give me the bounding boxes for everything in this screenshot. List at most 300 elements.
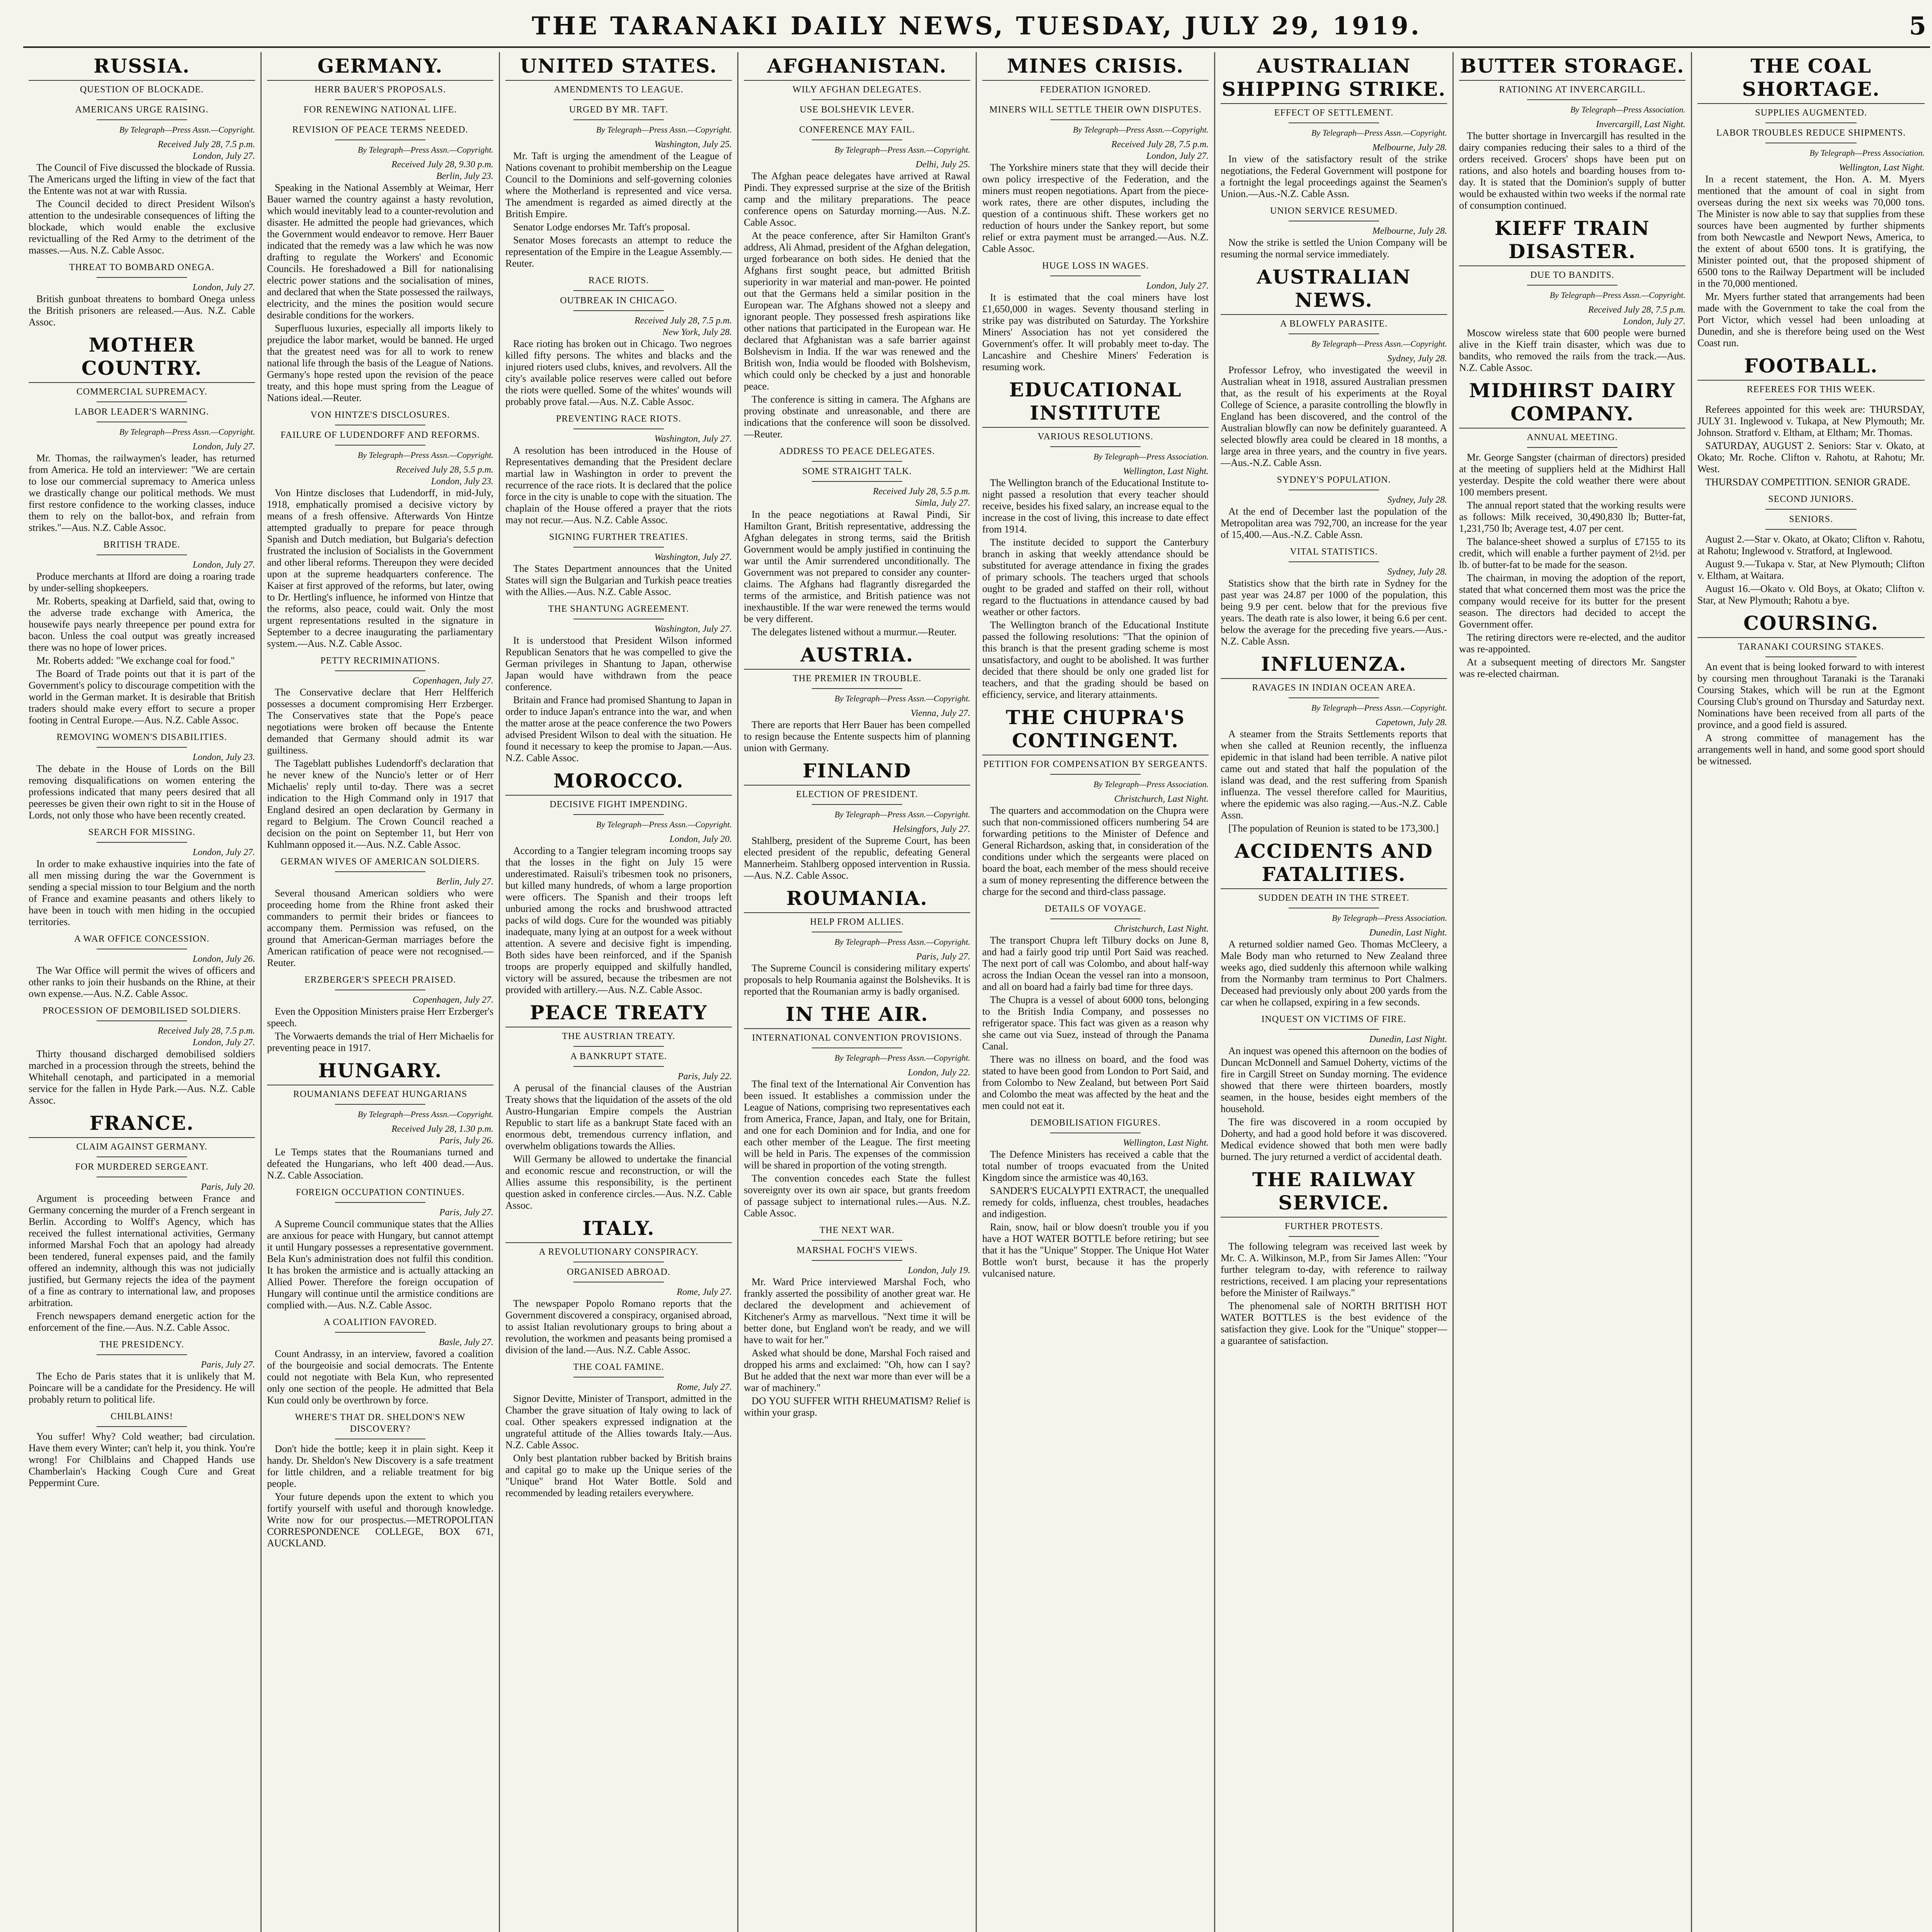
article-paragraph: According to a Tangier telegram incoming troops say that the losses in the fight on July 15 were underestimated. Raisuli's tribesmen took no prisoners, but killed many hundreds, of whom a large proportion were officers. The Spanish and their troops left unburied among the rocks and brushwood attracted packs of wild dogs. Cure for the wounded was pitiably inadequate, many lying at an outpost for a week without attention. A severe and decisive fight is impending. Both sides have been reinforced, and if the Spanish troops are properly equipped and skilfully handled, victory will be assured, because the tribesmen are not provided with artillery.—Aus. N.Z. Cable Assoc. xyxy=(505,845,732,995)
article xyxy=(982,54,1209,255)
article-headline: THE RAILWAY SERVICE. xyxy=(1221,1168,1447,1218)
article-paragraph: The phenomenal sale of NORTH BRITISH HOT WATER BOTTLES is the best evidence of the satisfaction they give. Look for the "Unique" stopper—a guarantee of satisfaction. xyxy=(1221,1300,1447,1346)
article-dateline: Melbourne, July 28. xyxy=(1372,226,1447,236)
article-paragraph: The Vorwaerts demands the trial of Herr Michaelis for preventing peace in 1917. xyxy=(267,1031,493,1053)
article-paragraph: At the peace conference, after Sir Hamilton Grant's address, Ali Ahmad, president of the Afghan delegation, urged forbearance on both sides. He denied that the Afghans first sought peace, but admitted British superiority in war material and man-power. He pointed out that the Germans held a similar position in the European war. The Afghans showed not a sleepy and ignorant people. They possessed fresh aspirations like other nations that participated in the European war. He declared that Afghanistan was a safe barrier against Bolshevism in India. If the war was renewed and the British won, India would be flooded with Bolshevism, which could only be checked by a just and honorable peace. xyxy=(744,230,970,392)
article xyxy=(744,1225,970,1418)
article-dateline: Christchurch, Last Night. xyxy=(1114,924,1209,934)
article-subhead: RACE RIOTS. xyxy=(588,276,649,286)
article-subhead: SIGNING FURTHER TREATIES. xyxy=(549,532,688,542)
article-subhead: AMENDMENTS TO LEAGUE. xyxy=(554,85,684,95)
article xyxy=(29,827,255,928)
article-subhead: URGED BY MR. TAFT. xyxy=(569,105,668,115)
article-credit: By Telegraph—Press Assn.—Copyright. xyxy=(357,1109,493,1119)
article-subhead: ELECTION OF PRESIDENT. xyxy=(796,789,918,799)
article-subhead: THE COAL FAMINE. xyxy=(573,1362,664,1372)
divider-rule xyxy=(1050,918,1141,919)
article-paragraph: The annual report stated that the working results were as follows: Milk received, 30,490,830 lb; Butter-fat, 1,231,750 lb; Average test, 4.07 per cent. xyxy=(1459,500,1685,534)
divider-rule xyxy=(335,139,425,140)
divider-rule xyxy=(812,119,902,120)
divider-rule xyxy=(573,814,664,815)
column-1 xyxy=(23,52,262,1932)
article-paragraph: Britain and France had promised Shantung to Japan in order to induce Japan's entrance into the war, and when the matter arose at the peace conference the two Powers advised President Wilson to deal with the situation. He found it necessary to keep the promise to Japan.—Aus. N.Z. Cable Assoc. xyxy=(505,694,732,764)
article-paragraph: The Board of Trade points out that it is part of the Government's policy to discourage competition with the world in the German market. It is desirable that British traders should make every effort to secure a proper footing in Central Europe.—Aus. N.Z. Cable Assoc. xyxy=(29,668,255,726)
article-paragraph: Rain, snow, hail or blow doesn't trouble you if you have a HOT WATER BOTTLE before retiring; but see that it has the "Unique" Stopper. The Unique Hot Water Bottle won't burst, because it has the properly vulcanised nature. xyxy=(982,1221,1209,1279)
article xyxy=(744,1003,970,1219)
article-subhead: FAILURE OF LUDENDORFF AND REFORMS. xyxy=(281,430,480,440)
article-paragraph: It is estimated that the coal miners have lost £1,650,000 in wages. Seventy thousand sterling in strike pay was distributed on Saturday. The Yorkshire Miners' Association has not yet considered the Government's offer. It will probably meet to-day. The Lancashire and Cheshire Miners' Federation is resuming work. xyxy=(982,292,1209,372)
article-subhead: RAVAGES IN INDIAN OCEAN AREA. xyxy=(1252,683,1416,693)
article xyxy=(267,655,493,850)
article-subhead: ERZBERGER'S SPEECH PRAISED. xyxy=(304,975,456,985)
article-dateline: Copenhagen, July 27. xyxy=(412,995,493,1005)
article-paragraph: Referees appointed for this week are: THURSDAY, JULY 31. Inglewood v. Tukapa, at New Plymouth; Mr. Johnson. Stratford v. Eltham, at Eltham; Mr. Thomas. xyxy=(1697,404,1925,438)
article-paragraph: The Tageblatt publishes Ludendorff's declaration that he never knew of the Nuncio's letter or of Herr Michaelis' reply until to-day. There was a secret indication to the High Command only in 1917 that England desired an open declaration by Germany in regard to Belgium. The Crown Council reached a decision on the point on September 11, but Herr von Kuhlmann opposed it.—Aus. N.Z. Cable Assoc. xyxy=(267,758,493,850)
article-subhead: THE SHANTUNG AGREEMENT. xyxy=(548,604,689,614)
article-credit: By Telegraph—Press Assn.—Copyright. xyxy=(1549,290,1685,300)
article-dateline: Received July 28, 1.30 p.m. xyxy=(391,1124,493,1134)
article-paragraph: Speaking in the National Assembly at Weimar, Herr Bauer warned the country against a hasty revolution, which would inevitably lead to a counter-revolution and disaster. He admitted the people had grievances, which the Government would endeavor to remove. Herr Bauer indicated that the remedy was a law which he was now drafting to regulate the Workers' and Economic Councils. He foreshadowed a Bill for nationalising electric power stations and the socialisation of mines, and declared that when the State possessed the railways, electricity, and the mines the position would secure desirable conditions for the workers. xyxy=(267,182,493,321)
divider-rule xyxy=(97,1020,187,1021)
article-subhead: SUDDEN DEATH IN THE STREET. xyxy=(1258,893,1410,903)
article-paragraph: A strong committee of management has the arrangements well in hand, and some good sport should be witnessed. xyxy=(1697,732,1925,767)
article xyxy=(29,54,255,256)
article-subhead: GERMAN WIVES OF AMERICAN SOLDIERS. xyxy=(281,857,480,867)
article-subhead: THE AUSTRIAN TREATY. xyxy=(562,1031,675,1041)
article-paragraph: August 2.—Star v. Okato, at Okato; Clifton v. Rahotu, at Rahotu; Inglewood v. Stratford, at Inglewood. xyxy=(1697,534,1925,556)
article-paragraph: A resolution has been introduced in the House of Representatives demanding that the President declare martial law in Washington in order to prevent the recurrence of the race riots. It is declared that the police force in the city is unable to cope with the situation. The chaplain of the House offered a prayer that the riots may not recur.—Aus. N.Z. Cable Assoc. xyxy=(505,445,732,526)
article-credit: By Telegraph—Press Assn.—Copyright. xyxy=(834,694,970,703)
article-headline: EDUCATIONAL INSTITUTE xyxy=(982,378,1209,428)
article-paragraph: [The population of Reunion is stated to be 173,300.] xyxy=(1228,823,1439,834)
article-credit: By Telegraph—Press Assn.—Copyright. xyxy=(596,125,732,134)
article-subhead: A COALITION FAVORED. xyxy=(323,1317,437,1327)
article xyxy=(267,1412,493,1549)
article-paragraph: The Afghan peace delegates have arrived at Rawal Pindi. They expressed surprise at the size of the British camp and the military preparations. The peace conference opens on Saturday morning.—Aus. N.Z. Cable Assoc. xyxy=(744,170,970,228)
article-dateline: Received July 28, 7.5 p.m. xyxy=(158,139,255,150)
article-subhead: FOR MURDERED SERGEANT. xyxy=(75,1162,209,1172)
article-paragraph: Asked what should be done, Marshal Foch raised and dropped his arms and exclaimed: "Oh, how can I say? But he added that the next war more than ever will be a war of machinery." xyxy=(744,1347,970,1393)
article-paragraph: Will Germany be allowed to undertake the financial and economic rescue and reconstruction, or will the Allies assume this responsibility, is the pertinent question asked in conference circles.—Aus. N.Z. Cable Assoc. xyxy=(505,1153,732,1211)
article xyxy=(505,531,732,598)
article-headline: ROUMANIA. xyxy=(744,887,970,913)
article xyxy=(505,603,732,764)
article-headline: UNITED STATES. xyxy=(505,54,732,81)
article-dateline: London, July 19. xyxy=(908,1265,970,1276)
article-paragraph: The transport Chupra left Tilbury docks on June 8, and had a fairly good trip until Port Said was reached. The next port of call was Colombo, and about half-way across the Indian Ocean the vessel ran into a monsoon, and all on board had a fairly bad time for three days. xyxy=(982,935,1209,992)
article-dateline: Wellington, Last Night. xyxy=(1839,163,1925,173)
article-headline: MOROCCO. xyxy=(505,769,732,796)
article-headline: KIEFF TRAIN DISASTER. xyxy=(1459,217,1685,266)
article-dateline: Dunedin, Last Night. xyxy=(1369,928,1447,938)
divider-rule xyxy=(573,1066,664,1067)
article-dateline: Received July 28, 5.5 p.m. xyxy=(873,486,970,497)
article-paragraph: Statistics show that the birth rate in Sydney for the past year was 24.87 per 1000 of the population, this being 9.9 per cent. below that for the previous five years. The death rate is also lower, it being 6.6 per cent. below the average for the preceding five years.—Aus.-N.Z. Cable Assn. xyxy=(1221,578,1447,647)
divider-rule xyxy=(97,401,187,402)
article-headline: AUSTRIA. xyxy=(744,643,970,670)
article-dateline: London, July 20. xyxy=(669,834,732,844)
article-credit: By Telegraph—Press Assn.—Copyright. xyxy=(1311,339,1447,349)
article xyxy=(29,1112,255,1333)
article-paragraph: The delegates listened without a murmur.—Reuter. xyxy=(752,626,957,638)
article-paragraph: Count Andrassy, in an interview, favored a coalition of the bourgeoisie and social democrats. The Entente could not negotiate with Bela Kun, who represented only one section of the people. He admitted that Bela Kun could only be overthrown by force. xyxy=(267,1348,493,1406)
divider-rule xyxy=(573,290,664,291)
article-subhead: REMOVING WOMEN'S DISABILITIES. xyxy=(56,732,227,742)
article-credit: By Telegraph—Press Association. xyxy=(1809,148,1925,158)
article-paragraph: The Chupra is a vessel of about 6000 tons, belonging to the British India Company, and possesses no refrigerator space. This fact was given as a reason why she came out via Suez, instead of through the Panama Canal. xyxy=(982,994,1209,1052)
article xyxy=(1459,379,1685,680)
article-dateline: Paris, July 26. xyxy=(439,1136,493,1146)
article-paragraph: French newspapers demand energetic action for the enforcement of the fine.—Aus. N.Z. Cable Assoc. xyxy=(29,1310,255,1333)
divider-rule xyxy=(335,445,425,446)
article-subhead: THE NEXT WAR. xyxy=(819,1225,895,1235)
article-subhead: INTERNATIONAL CONVENTION PROVISIONS. xyxy=(752,1033,962,1043)
article xyxy=(29,1005,255,1106)
article-paragraph: The Wellington branch of the Educational Institute to-night passed a resolution that every teacher should receive, besides his fixed salary, an increase equal to the increase in the cost of living, this increase to date effect from 1914. xyxy=(982,477,1209,535)
article-subhead: HELP FROM ALLIES. xyxy=(810,917,904,927)
article-dateline: New York, July 28. xyxy=(662,327,732,337)
article-subhead: QUESTION OF BLOCKADE. xyxy=(80,85,204,95)
article xyxy=(1221,1168,1447,1347)
article-headline: FRANCE. xyxy=(29,1112,255,1138)
article-credit: By Telegraph—Press Assn.—Copyright. xyxy=(1073,125,1209,134)
article-paragraph: Mr. Roberts added: "We exchange coal for food." xyxy=(36,655,235,666)
article xyxy=(267,409,493,650)
article xyxy=(267,54,493,404)
divider-rule xyxy=(1289,561,1379,562)
divider-rule xyxy=(1289,1029,1379,1030)
article-paragraph: Even the Opposition Ministers praise Herr Erzberger's speech. xyxy=(267,1006,493,1029)
divider-rule xyxy=(1527,447,1617,448)
divider-rule xyxy=(97,99,187,100)
article-subhead: HERR BAUER'S PROPOSALS. xyxy=(314,85,446,95)
article xyxy=(982,260,1209,373)
article-headline: BUTTER STORAGE. xyxy=(1459,54,1685,81)
article-paragraph: Von Hintze discloses that Ludendorff, in mid-July, 1918, emphatically promised a decisive victory by means of a fresh offensive. Afterwards Von Hintze attempted gradually to prepare for peace through Spanish and Dutch mediation, but Bulgaria's defection frustrated the inclusion of Socialists in the Government and other liberal reforms. Thereupon they were decided upon at the supreme headquarters conference. The Kaiser at first approved of the reforms, but later, owing to Dr. Hertling's influence, he informed von Hintze that the reforms, also peace, could wait. Only the most urgent representations resulted in the signature in September to a decree inaugurating the parliamentary system.—Aus. N.Z. Cable Assoc. xyxy=(267,487,493,649)
article-paragraph: The Council decided to direct President Wilson's attention to the undesirable consequences of lifting the blockade, which would enable the exclusive revictualling of the Red Army to the detriment of the masses.—Aus. N.Z. Cable Assoc. xyxy=(29,198,255,256)
divider-rule xyxy=(335,1104,425,1105)
article-headline: THE COAL SHORTAGE. xyxy=(1697,54,1925,104)
column-3 xyxy=(500,52,738,1932)
article xyxy=(982,378,1209,701)
divider-rule xyxy=(335,1332,425,1333)
article-headline: GERMANY. xyxy=(267,54,493,81)
article-paragraph: SATURDAY, AUGUST 2. Seniors: Star v. Okato, at Okato; Mr. Roche. Clifton v. Rahotu, at Rahotu; Mr. West. xyxy=(1697,440,1925,474)
article-subhead: CONFERENCE MAY FAIL. xyxy=(799,125,915,135)
article-subhead: WHERE'S THAT DR. SHELDON'S NEW DISCOVERY? xyxy=(295,1412,466,1434)
article-dateline: Paris, July 22. xyxy=(678,1071,732,1082)
article-dateline: London, July 27. xyxy=(1623,316,1685,327)
article-headline: HUNGARY. xyxy=(267,1059,493,1085)
divider-rule xyxy=(812,1260,902,1261)
divider-rule xyxy=(1765,122,1856,123)
article-paragraph: The following telegram was received last week by Mr. C. A. Wilkinson, M.P., from Sir James Allen: "Your further telegram to-day, with reference to railway restrictions, received. I am placing your representations before the Minister of Railways." xyxy=(1221,1241,1447,1298)
article-subhead: A BLOWFLY PARASITE. xyxy=(1280,319,1388,329)
divider-rule xyxy=(335,871,425,872)
article-dateline: Paris, July 27. xyxy=(201,1360,255,1370)
article xyxy=(29,731,255,821)
article xyxy=(1221,205,1447,260)
article-paragraph: The balance-sheet showed a surplus of £7155 to its credit, which will enable a further payment of 2½d. per lb. of butter-fat to be made for the season. xyxy=(1459,536,1685,570)
divider-rule xyxy=(573,99,664,100)
article-subhead: VARIOUS RESOLUTIONS. xyxy=(1037,432,1153,442)
article xyxy=(744,643,970,754)
article-dateline: Washington, July 25. xyxy=(654,139,732,150)
article-dateline: London, July 27. xyxy=(192,282,255,293)
article-subhead: A REVOLUTIONARY CONSPIRACY. xyxy=(539,1247,699,1257)
article-dateline: Basle, July 27. xyxy=(439,1337,493,1347)
divider-rule xyxy=(335,119,425,120)
article-subhead: PETITION FOR COMPENSATION BY SERGEANTS. xyxy=(983,759,1208,769)
divider-rule xyxy=(812,99,902,100)
article-subhead: MARSHAL FOCH'S VIEWS. xyxy=(796,1245,918,1255)
article-headline: ACCIDENTS AND FATALITIES. xyxy=(1221,840,1447,889)
article xyxy=(29,262,255,328)
article-credit: By Telegraph—Press Assn.—Copyright. xyxy=(119,125,255,134)
divider-rule xyxy=(1289,333,1379,334)
article-paragraph: The fire was discovered in a room occupied by Doherty, and had a good hold before it was discovered. Medical evidence showed that both men were badly burned. The jury returned a verdict of accidental death. xyxy=(1221,1116,1447,1162)
article-dateline: Copenhagen, July 27. xyxy=(412,676,493,686)
article-headline: MINES CRISIS. xyxy=(982,54,1209,81)
article-paragraph: Now the strike is settled the Union Company will be resuming the normal service immediately. xyxy=(1221,237,1447,260)
article-dateline: Received July 28, 7.5 p.m. xyxy=(634,316,732,326)
article-paragraph: THURSDAY COMPETITION. SENIOR GRADE. xyxy=(1705,476,1910,488)
article-subhead: AMERICANS URGE RAISING. xyxy=(75,105,209,115)
article-paragraph: In the peace negotiations at Rawal Pindi, Sir Hamilton Grant, British representative, addressing the Afghan delegates in strong terms, said the British Government would be amply justified in continuing the war until the Amir surrendered unconditionally. The Government was not prepared to consider any counter-claims. The Afghans had flagrantly disregarded the terms of the armistice, and British patience was not inexhaustible. If the war were renewed the terms would be very different. xyxy=(744,509,970,624)
article-dateline: Received July 28, 5.5 p.m. xyxy=(396,465,493,475)
article xyxy=(505,54,732,269)
article-dateline: Wellington, Last Night. xyxy=(1123,1138,1209,1148)
divider-rule xyxy=(97,1354,187,1355)
article-subhead: BRITISH TRADE. xyxy=(103,540,180,550)
divider-rule xyxy=(97,1156,187,1157)
article-credit: By Telegraph—Press Association. xyxy=(1093,779,1209,789)
article-subhead: CLAIM AGAINST GERMANY. xyxy=(76,1142,207,1152)
article-dateline: Wellington, Last Night. xyxy=(1123,466,1209,476)
divider-rule xyxy=(97,119,187,120)
article-subhead: PETTY RECRIMINATIONS. xyxy=(320,656,440,666)
article-dateline: London, July 27. xyxy=(192,442,255,452)
article-paragraph: British gunboat threatens to bombard Onega unless the British prisoners are released.—Aus. N.Z. Cable Assoc. xyxy=(29,293,255,328)
article-subhead: ANNUAL MEETING. xyxy=(1527,432,1618,442)
masthead-title: THE TARANAKI DAILY NEWS, TUESDAY, JULY 29, 1919. xyxy=(532,12,1422,41)
article-dateline: Capetown, July 28. xyxy=(1375,718,1447,728)
article xyxy=(29,539,255,726)
article-paragraph: The Defence Ministers has received a cable that the total number of troops evacuated from the United Kingdom since the armistice was 40,163. xyxy=(982,1149,1209,1183)
column-2 xyxy=(262,52,500,1932)
article-dateline: Delhi, July 25. xyxy=(915,160,970,170)
article-credit: By Telegraph—Press Association. xyxy=(1093,452,1209,461)
article-dateline: London, July 26. xyxy=(192,954,255,964)
article-paragraph: A perusal of the financial clauses of the Austrian Treaty shows that the liquidation of the assets of the old Austro-Hungarian Empire compels the Austrian Republic to start life as a bankrupt State faced with an enormous debt, tremendous currency inflation, and overwhelm obligations towards the Allies. xyxy=(505,1082,732,1151)
article xyxy=(267,1187,493,1311)
article-headline: PEACE TREATY xyxy=(505,1001,732,1027)
article xyxy=(505,275,732,408)
article-paragraph: In order to make exhaustive inquiries into the fate of all men missing during the war the Government is sending a special mission to tour Belgium and the north of France and examine peasants and others likely to have been in touch with men hiding in the occupied territories. xyxy=(29,858,255,927)
article-subhead: PREVENTING RACE RIOTS. xyxy=(556,414,681,424)
article xyxy=(1697,54,1925,349)
article-dateline: Invercargill, Last Night. xyxy=(1596,119,1685,129)
article-headline: MOTHER COUNTRY. xyxy=(29,333,255,383)
article xyxy=(505,1361,732,1499)
article-headline: ITALY. xyxy=(505,1217,732,1243)
article xyxy=(744,759,970,881)
article xyxy=(744,54,970,440)
article xyxy=(267,1316,493,1406)
article-paragraph: Your future depends upon the extent to which you fortify yourself with useful and thorough knowledge. Write now for our prospectus.—METROPOLITAN CORRESPONDENCE COLLEGE, BOX 671, AUCKLAND. xyxy=(267,1491,493,1549)
article-paragraph: Thirty thousand discharged demobilised soldiers marched in a procession through the streets, behind the Whitehall cenotaph, and participated in a memorial service for the fallen in Hyde Park.—Aus. N.Z. Cable Assoc. xyxy=(29,1048,255,1106)
article xyxy=(505,1001,732,1211)
divider-rule xyxy=(1765,399,1856,400)
divider-rule xyxy=(1527,285,1617,286)
article-subhead: PROCESSION OF DEMOBILISED SOLDIERS. xyxy=(43,1006,241,1016)
article-subhead: HUGE LOSS IN WAGES. xyxy=(1042,261,1149,271)
article-dateline: Sydney, July 28. xyxy=(1387,567,1447,577)
article xyxy=(1221,54,1447,200)
divider-rule xyxy=(573,310,664,311)
article-dateline: Paris, July 20. xyxy=(201,1182,255,1192)
article-paragraph: Senator Moses forecasts an attempt to reduce the representation of the Empire in the League Assembly.—Reuter. xyxy=(505,235,732,269)
article-dateline: Washington, July 27. xyxy=(654,434,732,444)
divider-rule xyxy=(1289,122,1379,123)
column-7 xyxy=(1454,52,1692,1932)
article xyxy=(1697,354,1925,488)
article-subhead: EFFECT OF SETTLEMENT. xyxy=(1274,108,1394,118)
article-subhead: VITAL STATISTICS. xyxy=(1290,547,1378,557)
article xyxy=(29,333,255,534)
article-dateline: London, July 27. xyxy=(1146,281,1209,291)
article-subhead: THE PREMIER IN TROUBLE. xyxy=(793,673,922,684)
article-paragraph: Moscow wireless state that 600 people were burned alive in the Kieff train disaster, which was due to bandits, who removed the rails from the track.—Aus. N.Z. Cable Assoc. xyxy=(1459,327,1685,373)
article-paragraph: The quarters and accommodation on the Chupra were such that non-commissioned officers numbering 54 are forwarding petitions to the Minister of Defence and General Richardson, asking that, in consideration of the conditions under which the sergeants were placed on board the boat, each member of the mess should receive a sum of money representing the difference between the charge for the second and third-class passage. xyxy=(982,805,1209,897)
article-subhead: DUE TO BANDITS. xyxy=(1530,270,1614,280)
article xyxy=(744,446,970,638)
article-paragraph: Mr. Roberts, speaking at Darfield, said that, owing to the adverse trade exchange with America, the housewife pays nearly threepence per pound extra for bacon. Unless the coal output was greatly increased there was no hope of lower prices. xyxy=(29,595,255,653)
article-paragraph: SANDER'S EUCALYPTI EXTRACT, the unequalled remedy for colds, influenza, chest troubles, headaches and indigestion. xyxy=(982,1185,1209,1219)
article-credit: By Telegraph—Press Assn.—Copyright. xyxy=(596,820,732,829)
article xyxy=(1697,493,1925,606)
article-paragraph: It is understood that President Wilson informed Republican Senators that he was compelled to give the German privileges in Shantung to Japan, otherwise Japan would have withdrawn from the peace conference. xyxy=(505,635,732,692)
article-paragraph: A Supreme Council communique states that the Allies are anxious for peace with Hungary, but cannot attempt it until Hungary possesses a representative government. Bela Kun's administration does not fulfil this condition. It has broken the armistice and is actually attacking an Allied Power. Therefore the foreign occupation of Hungary will continue until the armistice conditions are complied with.—Aus. N.Z. Cable Assoc. xyxy=(267,1218,493,1311)
article xyxy=(1459,54,1685,211)
article-subhead: RATIONING AT INVERCARGILL. xyxy=(1499,85,1646,95)
article-subhead: USE BOLSHEVIK LEVER. xyxy=(799,105,915,115)
article-headline: COURSING. xyxy=(1697,612,1925,638)
article-paragraph: The Yorkshire miners state that they will decide their own policy irrespective of the Federation, and the miners must reopen negotiations. Apart from the piece-work rates, there are other disputes, including the question of a continuous shift. These workers get no reduction of hours under the Sankey report, but some relief or extra payment must be arranged.—Aus. N.Z. Cable Assoc. xyxy=(982,162,1209,254)
article-paragraph: Mr. Taft is urging the amendment of the League of Nations covenant to prohibit membership on the League Council to the Dominions and self-governing colonies where the Motherland is represented and vice versa. The amendment is regarded as aimed directly at the British Empire. xyxy=(505,150,732,219)
article-dateline: London, July 23. xyxy=(431,476,493,486)
article-subhead: FOR RENEWING NATIONAL LIFE. xyxy=(303,105,457,115)
article-paragraph: Mr. Ward Price interviewed Marshal Foch, who frankly asserted the possibility of another great war. He declared the development and achievement of Kitchener's Army as marvellous. "Next time it will be better done, but England won't be ready, and we will have to wait for her." xyxy=(744,1276,970,1345)
article-subhead: SECOND JUNIORS. xyxy=(1768,494,1854,504)
article-subhead: TARANAKI COURSING STAKES. xyxy=(1738,642,1884,652)
article-dateline: Christchurch, Last Night. xyxy=(1114,794,1209,804)
article-paragraph: The chairman, in moving the adoption of the report, stated that what concerned them most was the price the company would receive for its butter for the present season. The directors had decided to accept the Government offer. xyxy=(1459,572,1685,630)
article-paragraph: Stahlberg, president of the Supreme Court, has been elected president of the republic, defeating General Mannerheim. Stahlberg opposed intervention in Russia.—Aus. N.Z. Cable Assoc. xyxy=(744,835,970,881)
article xyxy=(29,933,255,1000)
article-subhead: THE PRESIDENCY. xyxy=(99,1340,184,1350)
article-paragraph: There was no illness on board, and the food was stated to have been good from London to Port Said, and from Colombo to New Zealand, but between Port Said and Colombo the meat was affected by the heat and the men could not eat it. xyxy=(982,1054,1209,1111)
divider-rule xyxy=(573,119,664,120)
article-subhead: SEARCH FOR MISSING. xyxy=(88,827,196,837)
divider-rule xyxy=(573,1046,664,1047)
article xyxy=(29,1411,255,1489)
column-8 xyxy=(1692,52,1930,1932)
column-5 xyxy=(977,52,1215,1932)
article-dateline: Berlin, July 23. xyxy=(436,171,493,181)
article xyxy=(1221,546,1447,647)
article-subhead: REFEREES FOR THIS WEEK. xyxy=(1747,384,1876,395)
article-paragraph: The States Department announces that the United States will sign the Bulgarian and Turkish peace treaties with the Allies.—Aus. N.Z. Cable Assoc. xyxy=(505,563,732,597)
article-dateline: Received July 28, 9.30 p.m. xyxy=(391,160,493,170)
article-paragraph: Race rioting has broken out in Chicago. Two negroes killed fifty persons. The whites and blacks and the injured rioters used clubs, knives, and revolvers. All the city's available police reserves were called out before the riots were quelled. Some of the whites' wounds will probably prove fatal.—Aus. N.Z. Cable Assoc. xyxy=(505,338,732,407)
article-dateline: Washington, July 27. xyxy=(654,624,732,634)
article-headline: INFLUENZA. xyxy=(1221,653,1447,679)
article-paragraph: The Wellington branch of the Educational Institute passed the following resolutions: "That the opinion of this branch is that the present grading scheme is most unsatisfactory, and ought to be abolished. It was further decided that there should be only one graded list for teachers, and that the grading should be based on efficiency, service, and literary attainments. xyxy=(982,619,1209,700)
article-credit: By Telegraph—Press Assn.—Copyright. xyxy=(834,145,970,155)
article-paragraph: Mr. Thomas, the railwaymen's leader, has returned from America. He told an interviewer: "We are certain to lose our commercial supremacy to America unless we drastically change our political methods. We must first restore confidence to the working classes, induce them to rely on the ballot-box, and refrain from strikes."—Aus. N.Z. Cable Assoc. xyxy=(29,452,255,533)
article-paragraph: An event that is being looked forward to with interest by coursing men throughout Taranaki is the Taranaki Coursing Stakes, which will be run at the Egmont Coursing Club's ground on Thursday and Saturday next. Nominations have been received from all parts of the province, and a good field is assured. xyxy=(1697,661,1925,730)
article xyxy=(1221,1014,1447,1163)
article-subhead: FOREIGN OCCUPATION CONTINUES. xyxy=(296,1187,465,1197)
article-subhead: UNION SERVICE RESUMED. xyxy=(1270,206,1398,216)
article-subhead: LABOR LEADER'S WARNING. xyxy=(75,407,209,417)
article-dateline: London, July 27. xyxy=(192,151,255,161)
article-paragraph: The debate in the House of Lords on the Bill removing disqualifications on women entering the professions indicated that many peers desired that all peeresses be given their own right to sit in the House of Lords, not only those who have been recently created. xyxy=(29,763,255,821)
article-subhead: LABOR TROUBLES REDUCE SHIPMENTS. xyxy=(1716,128,1906,138)
divider-rule xyxy=(1765,656,1856,657)
divider-rule xyxy=(97,554,187,555)
article-paragraph: August 9.—Tukapa v. Star, at New Plymouth; Clifton v. Eltham, at Waitara. xyxy=(1697,558,1925,581)
article xyxy=(744,887,970,997)
article-paragraph: Produce merchants at Ilford are doing a roaring trade by under-selling shopkeepers. xyxy=(29,571,255,594)
article-subhead: SOME STRAIGHT TALK. xyxy=(802,466,912,476)
article xyxy=(982,1117,1209,1279)
article-dateline: Washington, July 27. xyxy=(654,552,732,562)
article-subhead: SYDNEY'S POPULATION. xyxy=(1277,475,1391,485)
article-credit: By Telegraph—Press Assn.—Copyright. xyxy=(834,1053,970,1063)
article-dateline: London, July 27. xyxy=(1146,151,1209,161)
article xyxy=(267,974,493,1054)
article-subhead: SUPPLIES AUGMENTED. xyxy=(1755,108,1867,118)
article-paragraph: A steamer from the Straits Settlements reports that when she called at Reunion recently, the influenza epidemic in that island had been terrible. A native pilot came out and stated that half the population of the island was dead, and the rest suffering from Spanish influenza. The vessel therefore called for Mauritius, where the epidemic was also raging.—Aus.-N.Z. Cable Assn. xyxy=(1221,728,1447,821)
divider-rule xyxy=(1289,1236,1379,1237)
article-dateline: London, July 27. xyxy=(192,847,255,857)
article-dateline: Berlin, July 27. xyxy=(436,877,493,887)
article-credit: By Telegraph—Press Assn.—Copyright. xyxy=(1311,703,1447,713)
column-6 xyxy=(1215,52,1454,1932)
article-paragraph: Senator Lodge endorses Mr. Taft's proposal. xyxy=(513,221,690,233)
article-subhead: MINERS WILL SETTLE THEIR OWN DISPUTES. xyxy=(989,105,1202,115)
article-subhead: ORGANISED ABROAD. xyxy=(567,1267,670,1277)
divider-rule xyxy=(573,1377,664,1378)
article-dateline: Helsingfors, July 27. xyxy=(893,824,970,834)
article-credit: By Telegraph—Press Assn.—Copyright. xyxy=(357,145,493,155)
article xyxy=(29,1339,255,1405)
article-dateline: Simla, July 27. xyxy=(915,498,970,508)
article-headline: RUSSIA. xyxy=(29,54,255,81)
article-paragraph: In a recent statement, the Hon. A. M. Myers mentioned that the amount of coal in sight from overseas during the next six weeks was 70,000 tons. The Minister is now able to say that supplies from these sources have been augmented by further shipments from both Newcastle and Newport News, America, to the extent of about 6500 tons. It is gratifying, the Minister pointed out, that the proposed shipment of 6500 tons to the Railway Department will be included in the 70,000 mentioned. xyxy=(1697,173,1925,289)
article-subhead: REVISION OF PEACE TERMS NEEDED. xyxy=(292,125,468,135)
article-dateline: Received July 28, 7.5 p.m. xyxy=(1588,305,1685,315)
divider-rule xyxy=(97,747,187,748)
article-subhead: DEMOBILISATION FIGURES. xyxy=(1030,1118,1161,1128)
article-dateline: Rome, July 27. xyxy=(677,1287,732,1297)
article-paragraph: You suffer! Why? Cold weather; bad circulation. Have them every Winter; can't help it, you think. You're wrong! For Chilblains and Chapped Hands use Chamberlain's Hacking Cough Cure and Great Peppermint Cure. xyxy=(29,1431,255,1488)
article-paragraph: The War Office will permit the wives of officers and other ranks to join their husbands on the Rhine, at their own expense.—Aus. N.Z. Cable Assoc. xyxy=(29,965,255,999)
article-paragraph: At the end of December last the population of the Metropolitan area was 792,700, an increase for the year of 15,400.—Aus.-N.Z. Cable Assn. xyxy=(1221,506,1447,540)
divider-rule xyxy=(573,547,664,548)
